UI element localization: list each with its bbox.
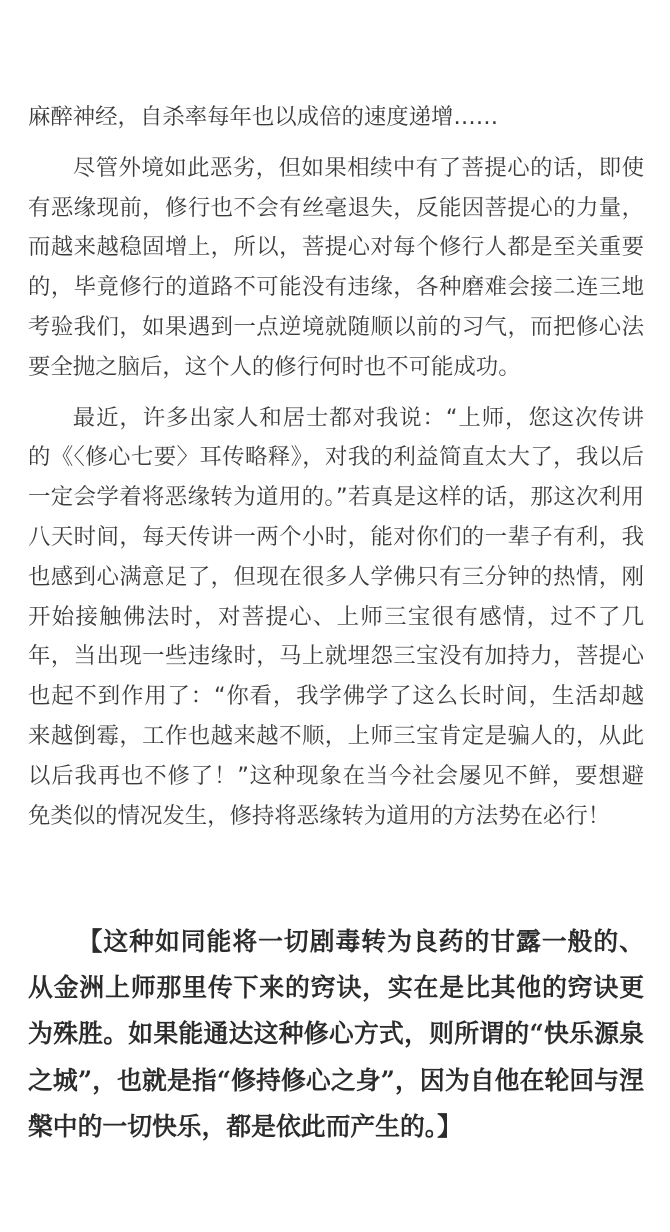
commentary-paragraph-bodhicitta: 尽管外境如此恶劣，但如果相续中有了菩提心的话，即使有恶缘现前，修行也不会有丝毫退失，反能因菩提心的力量，而越来越稳固增上，所以，菩提心对每个修行人都是至关重要的，毕竟修行的道路不可能没有违缘，各种磨难会接二连三地考验我们，如果遇到一点逆境就随顺以前的习气，而把修心法要全抛之脑后，这个人的修行何时也不可能成功。	[28, 154, 644, 380]
commentary-text	[28, 98, 644, 836]
root-verse-text: 【这种如同能将一切剧毒转为良药的甘露一般的、从金洲上师那里传下来的窍诀，实在是比其他的窍诀更为殊胜。如果能通达这种修心方式，则所谓的“快乐源泉之城”，也就是指“修持修心之身”，因为自他在轮回与涅槃中的一切快乐，都是依此而产生的。】	[28, 927, 644, 1141]
commentary-paragraph-continued: 麻醉神经，自杀率每年也以成倍的速度递增……	[28, 104, 499, 130]
commentary-paragraph-recent-feedback: 最近，许多出家人和居士都对我说：“上师，您这次传讲的《〈修心七要〉耳传略释》，对我的利益简直太大了，我以后一定会学着将恶缘转为道用的。”若真是这样的话，那这次利用八天时间，每天传讲一两个小时，能对你们的一辈子有利，我也感到心满意足了，但现在很多人学佛只有三分钟的热情，刚开始接触佛法时，对菩提心、上师三宝很有感情，过不了几年，当出现一些违缘时，马上就埋怨三宝没有加持力，菩提心也起不到作用了：“你看，我学佛学了这么长时间，生活却越来越倒霉，工作也越来越不顺，上师三宝肯定是骗人的，从此以后我再也不修了！”这种现象在当今社会屡见不鲜，要想避免类似的情况发生，修持将恶缘转为道用的方法势在必行！	[28, 404, 644, 829]
